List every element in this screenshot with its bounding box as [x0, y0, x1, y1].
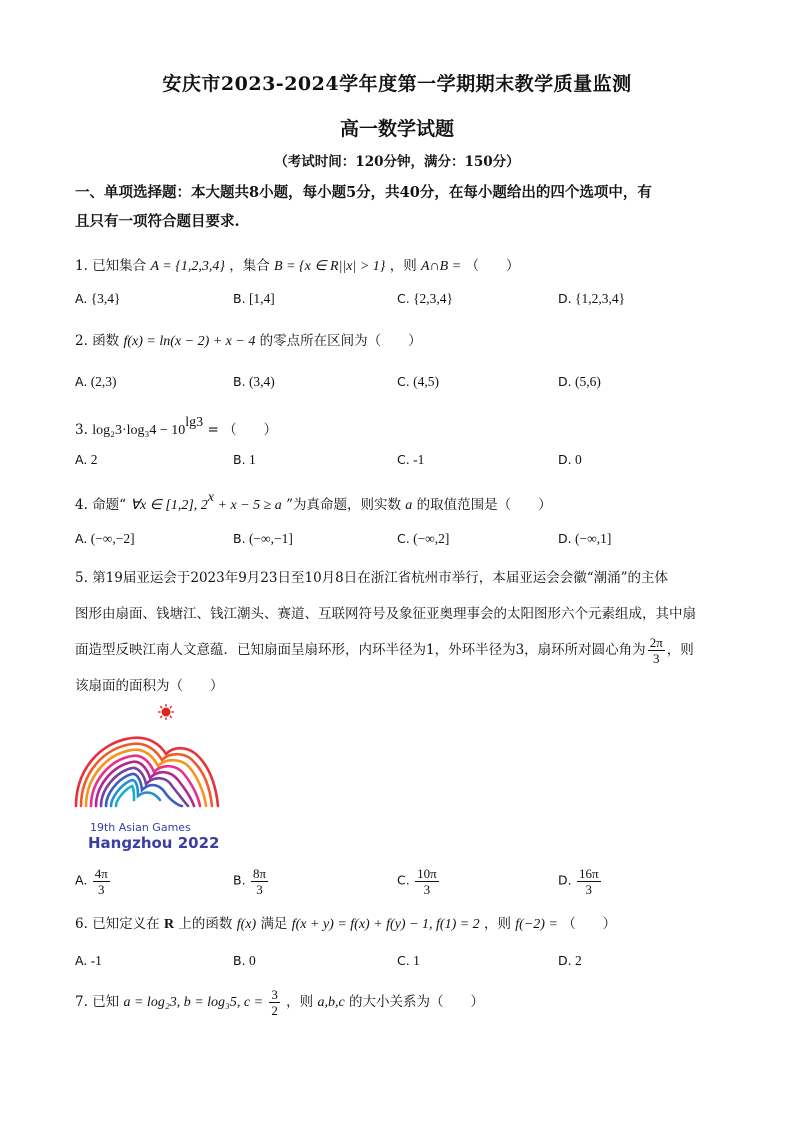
asian-games-emblem-icon — [70, 700, 230, 825]
option-b[interactable]: B. $\frac{8\pi}{3}$ — [233, 866, 267, 897]
option-a[interactable]: A. {3,4} — [75, 291, 121, 306]
options-row — [75, 452, 725, 472]
option-c[interactable]: C. {2,3,4} — [397, 291, 454, 306]
question-6: 6. 已知定义在 R 上的函数 f(x) 满足 f(x + y) = f(x) + f(y) − 1, f(1) = 2 ，则 f(−2) = （ ） — [75, 916, 617, 932]
option-d[interactable]: D. (5,6) — [558, 374, 601, 389]
logo-caption-city: Hangzhou 2022 — [88, 834, 220, 852]
option-b[interactable]: B. 1 — [233, 452, 256, 467]
math-expression: A = {1,2,3,4} — [150, 259, 225, 274]
question-number: 7. — [75, 994, 88, 1010]
option-b[interactable]: B. (−∞,−1] — [233, 531, 293, 546]
question-number: 6. — [75, 916, 88, 932]
question-7: 7. 已知 a = log₂3, b = log₃5, c = $\frac{3}{2}$ ，则 a,b,c 的大小关系为（ ） — [75, 987, 484, 1018]
option-a[interactable]: A. (2,3) — [75, 374, 117, 389]
section-heading — [75, 178, 725, 236]
question-4: 4. 命题“ ∀x ∈ [1,2], 2x + x − 5 ≥ a ”为真命题，则实数 a 的取值范围是（ ） — [75, 490, 552, 513]
math-expression: ∀x ∈ [1,2], 2 — [130, 498, 208, 513]
question-number: 4. — [75, 497, 88, 513]
math-expression: a = log₂3, b = log₃5, c = — [123, 995, 264, 1010]
question-number: 5. — [75, 570, 88, 586]
math-expression: f(x) = ln(x − 2) + x − 4 — [123, 334, 256, 349]
option-d[interactable]: D. 2 — [558, 953, 582, 968]
options-row — [75, 953, 725, 973]
math-expression: log₂3·log₃4 − 10 — [92, 423, 186, 438]
option-d[interactable]: D. (−∞,1] — [558, 531, 612, 546]
question-1: 1. 已知集合 A = {1,2,3,4} ，集合 B = {x ∈ R||x| > 1} ，则 A∩B = （ ） — [75, 258, 520, 274]
options-row — [75, 531, 725, 551]
option-d[interactable]: D. {1,2,3,4} — [558, 291, 626, 306]
section-heading-line1: 一、单项选择题：本大题共8小题，每小题5分，共40分，在每小题给出的四个选项中，有 — [75, 184, 652, 201]
option-d[interactable]: D. 0 — [558, 452, 582, 467]
page-title: 安庆市2023-2024学年度第一学期期末教学质量监测 — [162, 73, 632, 95]
question-2: 2. 函数 f(x) = ln(x − 2) + x − 4 的零点所在区间为（ ） — [75, 333, 422, 349]
option-a[interactable]: A. $\frac{4\pi}{3}$ — [75, 866, 108, 897]
question-number: 1. — [75, 258, 88, 274]
option-a[interactable]: A. -1 — [75, 953, 102, 968]
question-number: 2. — [75, 333, 88, 349]
option-c[interactable]: C. 1 — [397, 953, 420, 968]
section-heading-line2: 且只有一项符合题目要求. — [75, 213, 240, 230]
option-b[interactable]: B. (3,4) — [233, 374, 275, 389]
page-subtitle: 高一数学试题 — [339, 118, 454, 140]
options-row — [75, 374, 725, 394]
math-expression: f(x + y) = f(x) + f(y) − 1, f(1) = 2 — [291, 917, 480, 932]
fraction: $\frac{3}{2}$ — [271, 987, 278, 1018]
math-expression: A∩B = — [421, 259, 462, 274]
option-c[interactable]: C. -1 — [397, 452, 425, 467]
math-expression: a,b,c — [317, 995, 345, 1010]
sun-icon — [158, 704, 174, 720]
question-3: 3. log₂3·log₃4 − 10lg3 = （ ） — [75, 415, 278, 438]
question-number: 3. — [75, 422, 88, 438]
exam-info: （考试时间：120分钟，满分：150分） — [274, 154, 520, 170]
asian-games-logo — [70, 700, 230, 855]
option-c[interactable]: C. (−∞,2] — [397, 531, 450, 546]
question-5: 5. 第19届亚运会于2023年9月23日至10月8日在浙江省杭州市举行，本届亚运会会徽“潮涌”的主体 图形由扇面、钱塘江、钱江潮头、赛道、互联网符号及象征亚奥理事会的太阳图形六个元素组成，其中扇 面造型反映江南人文意蕴．已知扇面呈扇环形，内环半径为1，外环半径为3，扇环所对圆心角为 $\frac{2\pi}{3}$ ，则 该扇面的面积为（ ） — [75, 570, 696, 694]
logo-caption: 19th Asian Games — [90, 821, 191, 834]
option-c[interactable]: C. (4,5) — [397, 374, 439, 389]
math-expression: R — [163, 917, 175, 932]
option-b[interactable]: B. 0 — [233, 953, 256, 968]
options-row — [75, 866, 725, 900]
math-expression: f(x) — [236, 917, 257, 932]
fraction: $\frac{2\pi}{3}$ — [649, 635, 663, 666]
math-expression: f(−2) = — [515, 917, 558, 932]
option-d[interactable]: D. $\frac{16\pi}{3}$ — [558, 866, 599, 897]
option-a[interactable]: A. 2 — [75, 452, 98, 467]
math-expression: a — [405, 498, 413, 513]
options-row — [75, 291, 725, 311]
option-c[interactable]: C. $\frac{10\pi}{3}$ — [397, 866, 437, 897]
math-expression: B = {x ∈ R||x| > 1} — [274, 259, 386, 274]
option-b[interactable]: B. [1,4] — [233, 291, 275, 306]
option-a[interactable]: A. (−∞,−2] — [75, 531, 135, 546]
